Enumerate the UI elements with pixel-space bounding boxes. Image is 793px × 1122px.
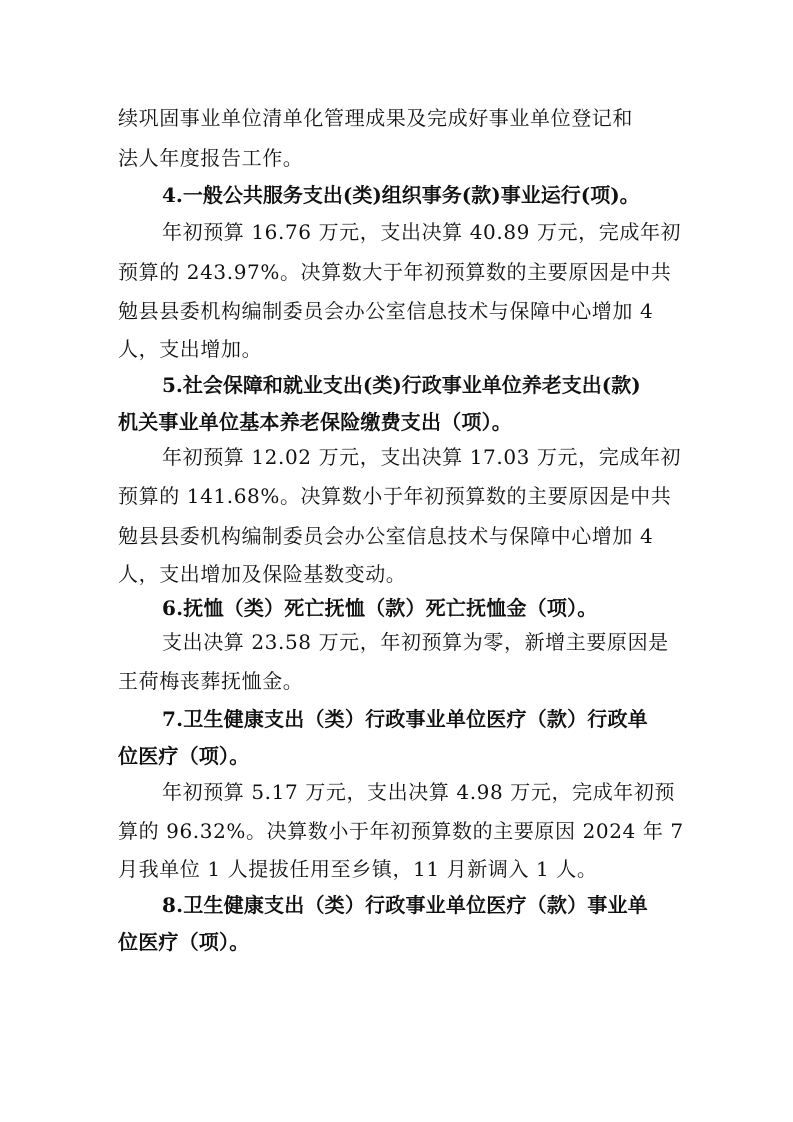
section-heading-4: 4.一般公共服务支出(类)组织事务(款)事业运行(项)。 [162,183,640,207]
paragraph-line: 人，支出增加及保险基数变动。 [118,562,407,586]
paragraph-line: 人，支出增加。 [118,337,263,361]
section-heading-7: 7.卫生健康支出（类）行政事业单位医疗（款）行政单 [162,707,648,731]
section-heading-7-cont: 位医疗（项）。 [118,744,250,768]
paragraph-line: 年初预算 16.76 万元，支出决算 40.89 万元，完成年初 [162,220,682,244]
paragraph-line: 勉县县委机构编制委员会办公室信息技术与保障中心增加 4 [118,524,654,548]
section-heading-5: 5.社会保障和就业支出(类)行政事业单位养老支出(款) [162,373,641,397]
paragraph-line: 预算的 141.68%。决算数小于年初预算数的主要原因是中共 [118,484,672,508]
paragraph-line: 月我单位 1 人提拔任用至乡镇，11 月新调入 1 人。 [118,857,598,881]
paragraph-line: 年初预算 12.02 万元，支出决算 17.03 万元，完成年初 [162,445,682,469]
paragraph-line: 年初预算 5.17 万元，支出决算 4.98 万元，完成年初预 [162,780,676,804]
paragraph-line: 续巩固事业单位清单化管理成果及完成好事业单位登记和 [118,106,633,130]
paragraph-line: 王荷梅丧葬抚恤金。 [118,669,304,693]
paragraph-line: 支出决算 23.58 万元，年初预算为零，新增主要原因是 [162,630,669,654]
section-heading-8: 8.卫生健康支出（类）行政事业单位医疗（款）事业单 [162,893,648,917]
paragraph-line: 算的 96.32%。决算数小于年初预算数的主要原因 2024 年 7 [118,819,684,843]
paragraph-line: 勉县县委机构编制委员会办公室信息技术与保障中心增加 4 [118,299,654,323]
section-heading-5-cont: 机关事业单位基本养老保险缴费支出（项）。 [118,410,512,434]
paragraph-line: 预算的 243.97%。决算数大于年初预算数的主要原因是中共 [118,260,672,284]
section-heading-8-cont: 位医疗（项）。 [118,930,250,954]
section-heading-6: 6.抚恤（类）死亡抚恤（款）死亡抚恤金（项）。 [162,596,598,620]
paragraph-line: 法人年度报告工作。 [118,146,304,170]
